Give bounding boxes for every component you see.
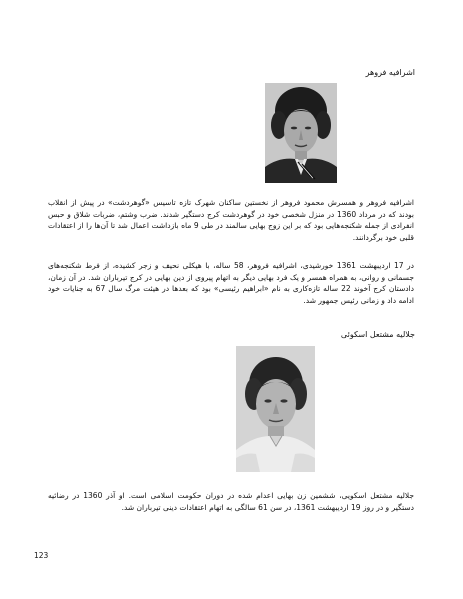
section1-paragraph-1: اشرافیه فروهر و همسرش محمود فروهر از نخستین ساکنان شهرک تازه تاسیس «گوهردشت» در پیش از انقلاب بودند که در مرداد 1360 در منزل شخصی خود در گوهردشت کرج دستگیر شدند. ضرب وشتم، ضربات شلاق و حبس انفرادی از جمله شکنجه‌هایی بود که بر این زوج بهایی سالمند در طی 9 ماه بازداشت اعمال شد تا آن‌ها را از اعتقادات قلبی خود برگردانند. — [48, 198, 415, 242]
portrait-image-2 — [236, 346, 315, 472]
section-heading-1: اشرافیه فروهر — [365, 68, 415, 77]
portrait-image-1 — [265, 83, 337, 183]
portrait-photo-2 — [236, 346, 315, 472]
page-number: 123 — [34, 551, 49, 560]
portrait-photo-1 — [265, 83, 337, 183]
section2-paragraph-1: جلالیه مشتعل اسکویی، ششمین زن بهایی اعدام شده در دوران حکومت اسلامی است. او آذر 1360 در رضائیه دستگیر و در روز 19 اردیبهشت 1361، در سن 61 سالگی به اتهام اعتقادات دینی تیرباران شد. — [48, 491, 414, 512]
section-heading-2: جلالیه مشتعل اسکوئی — [340, 330, 415, 339]
section1-paragraph-2: در 17 اردیبهشت 1361 خورشیدی، اشرافیه فروهر، 58 ساله، با هیکلی نحیف و زجر کشیده، از فرط شکنجه‌های جسمانی و روانی، به همراه همسر و یک فرد بهایی دیگر به اتهام پیروی از دین بهایی در کرج تیرباران شد. در آن زمان، دادستان کرج آخوند 22 ساله تازه‌کاری به نام «ابراهیم رئیسی» بود که بعدها در هیئت مرگ سال 67 به جنایات خود ادامه داد و زمانی رئیس جمهور شد. — [48, 261, 414, 305]
